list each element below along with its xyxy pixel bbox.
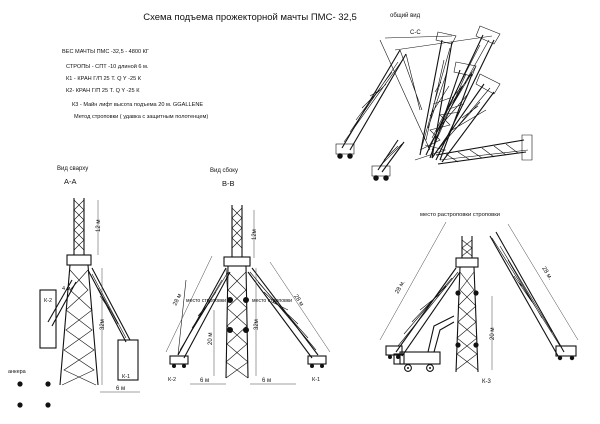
spec-mass: ВЕС МАЧТЫ ПМС -32,5 - 4800 КГ bbox=[62, 49, 149, 55]
dim-b-32m: 32м bbox=[254, 319, 260, 330]
anchor-points bbox=[17, 381, 50, 407]
top-view-label: Вид сварху bbox=[57, 166, 89, 172]
dim-b-20m: 20 м bbox=[208, 332, 214, 345]
spec-crane-k1: К1 - КРАН Г/П 25 Т. Q Y -25 К bbox=[66, 76, 142, 82]
side-view-code: В-В bbox=[222, 179, 235, 188]
dim-a-12m: 12 м bbox=[96, 219, 102, 232]
general-view-masts bbox=[336, 26, 532, 180]
anchors-label: анкера bbox=[8, 369, 26, 375]
side-view-label: Вид сбоку bbox=[210, 168, 238, 174]
view-b-mast bbox=[170, 205, 326, 378]
crane3-view-code: К-3 bbox=[482, 379, 491, 385]
dim-a-4m: 4 м bbox=[62, 286, 71, 292]
dim-c-28m-left: 28 м. bbox=[394, 279, 407, 295]
scheme-title: Схема подъема прожекторной мачты ПМС- 32,5 bbox=[143, 12, 357, 23]
sling-place-right-label: место строповки bbox=[252, 298, 293, 304]
top-view-code: А-А bbox=[64, 177, 77, 186]
spec-crane-k3: К3 - Майн лифт высота подъема 20 м. GGALLENE bbox=[72, 102, 204, 108]
dim-a-32m: 32м bbox=[100, 319, 106, 330]
crane-k2-label-b: К-2 bbox=[168, 377, 177, 383]
crane3-view-label: место растроповки строповки bbox=[420, 212, 501, 218]
dim-a-6m: 6 м bbox=[116, 386, 126, 392]
dim-b-6m-left: 6 м bbox=[200, 378, 210, 384]
crane-k1-label-b: К-1 bbox=[312, 377, 321, 383]
crane-k1-label-a: К-1 bbox=[122, 374, 131, 380]
dim-b-28m-left: 28 м bbox=[172, 293, 184, 307]
dim-b-6m-right: 6 м bbox=[262, 378, 272, 384]
crane-k2-label-a: К-2 bbox=[44, 298, 53, 304]
spec-slings: СТРОПЫ - СПТ -10 длиной 6 м. bbox=[66, 64, 149, 70]
view-k3-mast bbox=[386, 232, 576, 372]
spec-sling-method: Метод строповки ( удавка с защитным полотенцем) bbox=[74, 114, 209, 120]
dim-c-20m: 20 м bbox=[490, 327, 496, 340]
sling-place-left-label: место строповки bbox=[186, 298, 227, 304]
dim-b-12m: 12м bbox=[252, 229, 258, 240]
spec-crane-k2: К2- КРАН Г/П 25 Т. Q Y -25 К bbox=[66, 88, 140, 94]
general-view-label: общий вид bbox=[390, 13, 421, 19]
general-view-code: С-С bbox=[410, 30, 421, 36]
dim-b-28m-right: 28 м bbox=[292, 293, 305, 308]
dim-c-28m-right: 28 м. bbox=[540, 265, 553, 282]
